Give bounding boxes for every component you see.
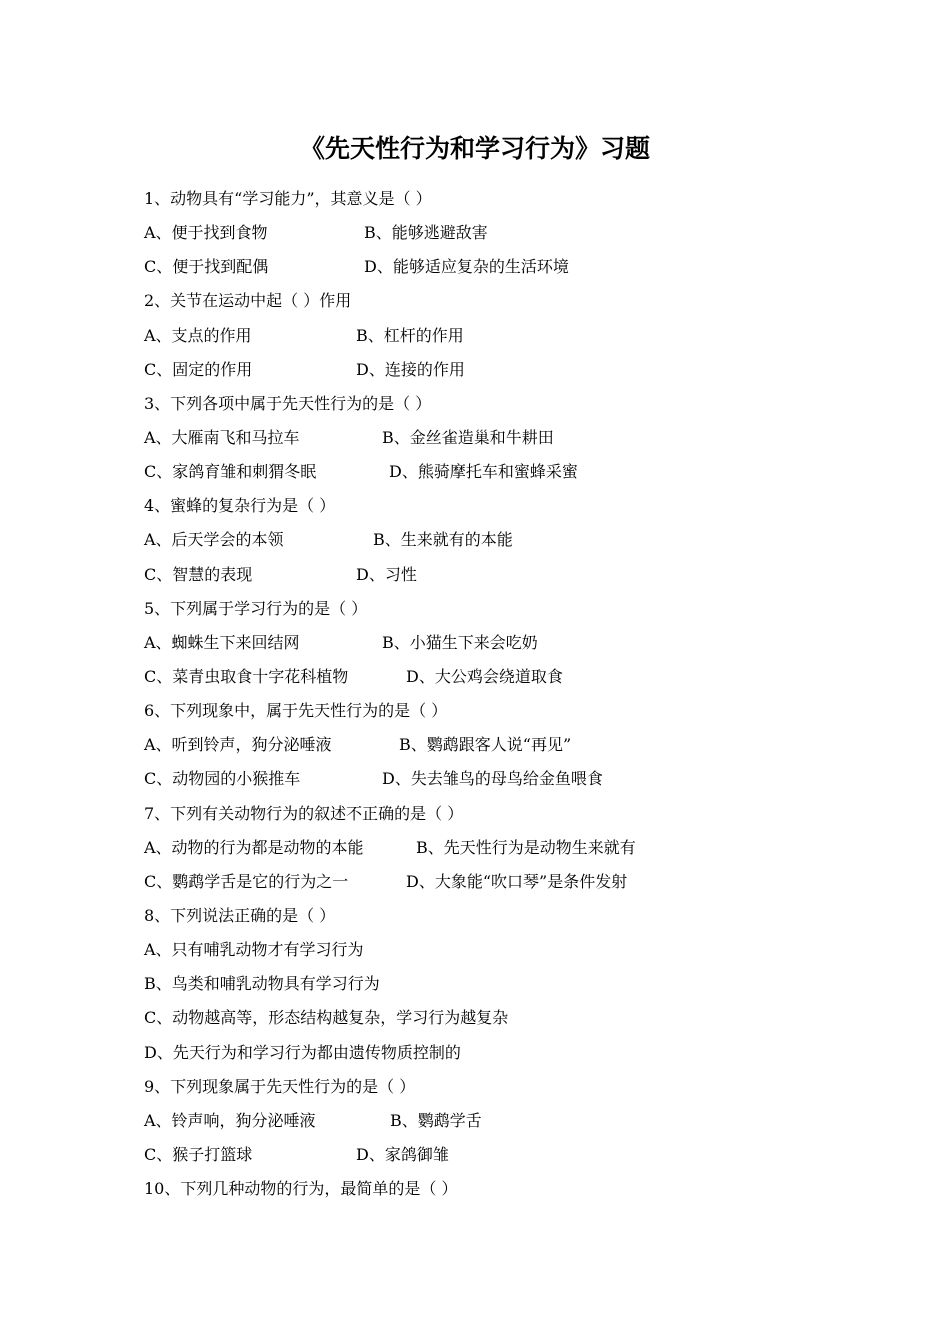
option-row bbox=[144, 629, 864, 663]
option-row bbox=[144, 219, 864, 253]
question-stem bbox=[144, 697, 864, 731]
option-b: B、能够逃避敌害 bbox=[364, 223, 488, 243]
question-stem bbox=[144, 185, 864, 219]
option-b: B、金丝雀造巢和牛耕田 bbox=[382, 427, 554, 447]
question-7-stem: 7、下列有关动物行为的叙述不正确的是（ ） bbox=[144, 803, 464, 823]
option-d: D、先天行为和学习行为都由遗传物质控制的 bbox=[144, 1042, 461, 1062]
question-stem bbox=[144, 595, 864, 629]
option-a: A、后天学会的本领 bbox=[144, 530, 284, 550]
option-d: D、家鸽御雏 bbox=[356, 1144, 449, 1164]
option-d: D、大公鸡会绕道取食 bbox=[406, 666, 563, 686]
question-10-stem: 10、下列几种动物的行为，最简单的是（ ） bbox=[144, 1179, 458, 1199]
option-c: C、猴子打篮球 bbox=[144, 1144, 253, 1164]
option-row bbox=[144, 561, 864, 595]
question-stem bbox=[144, 390, 864, 424]
question-stem bbox=[144, 492, 864, 526]
option-row bbox=[144, 970, 864, 1004]
question-4-stem: 4、蜜蜂的复杂行为是（ ） bbox=[144, 496, 336, 516]
question-6-stem: 6、下列现象中，属于先天性行为的是（ ） bbox=[144, 701, 448, 721]
option-row bbox=[144, 663, 864, 697]
option-row bbox=[144, 424, 864, 458]
page-title: 《先天性行为和学习行为》习题 bbox=[299, 134, 650, 163]
option-row bbox=[144, 868, 864, 902]
question-list bbox=[144, 185, 864, 1209]
option-row bbox=[144, 1004, 864, 1038]
option-row bbox=[144, 1039, 864, 1073]
question-stem bbox=[144, 1073, 864, 1107]
option-b: B、杠杆的作用 bbox=[356, 325, 464, 345]
option-b: B、生来就有的本能 bbox=[373, 530, 513, 550]
option-c: C、便于找到配偶 bbox=[144, 257, 269, 277]
option-row bbox=[144, 1141, 864, 1175]
option-row bbox=[144, 526, 864, 560]
option-c: C、动物越高等，形态结构越复杂，学习行为越复杂 bbox=[144, 1008, 509, 1028]
option-a: A、动物的行为都是动物的本能 bbox=[144, 837, 364, 857]
option-d: D、大象能“吹口琴”是条件发射 bbox=[406, 871, 628, 891]
option-a: A、听到铃声，狗分泌唾液 bbox=[144, 735, 332, 755]
question-2-stem: 2、关节在运动中起（ ）作用 bbox=[144, 291, 352, 311]
option-row bbox=[144, 458, 864, 492]
option-c: C、智慧的表现 bbox=[144, 564, 253, 584]
option-a: A、便于找到食物 bbox=[144, 223, 268, 243]
option-c: C、动物园的小猴推车 bbox=[144, 769, 301, 789]
option-a: A、大雁南飞和马拉车 bbox=[144, 427, 300, 447]
question-stem bbox=[144, 902, 864, 936]
question-stem bbox=[144, 800, 864, 834]
option-c: C、菜青虫取食十字花科植物 bbox=[144, 666, 349, 686]
option-a: A、蜘蛛生下来回结网 bbox=[144, 632, 300, 652]
option-row bbox=[144, 936, 864, 970]
option-row bbox=[144, 322, 864, 356]
option-d: D、熊骑摩托车和蜜蜂采蜜 bbox=[389, 462, 578, 482]
option-b: B、鹦鹉学舌 bbox=[390, 1110, 482, 1130]
option-a: A、只有哺乳动物才有学习行为 bbox=[144, 940, 364, 960]
option-d: D、习性 bbox=[356, 564, 417, 584]
option-d: D、失去雏鸟的母鸟给金鱼喂食 bbox=[382, 769, 603, 789]
question-1-stem: 1、动物具有“学习能力”，其意义是（ ） bbox=[144, 189, 432, 208]
option-b: B、小猫生下来会吃奶 bbox=[382, 632, 538, 652]
question-9-stem: 9、下列现象属于先天性行为的是（ ） bbox=[144, 1076, 416, 1096]
option-b: B、先天性行为是动物生来就有 bbox=[416, 837, 636, 857]
option-row bbox=[144, 834, 864, 868]
option-row bbox=[144, 731, 864, 765]
option-d: D、连接的作用 bbox=[356, 359, 465, 379]
option-row bbox=[144, 253, 864, 287]
option-c: C、鹦鹉学舌是它的行为之一 bbox=[144, 871, 349, 891]
option-row bbox=[144, 1107, 864, 1141]
option-row bbox=[144, 765, 864, 799]
option-c: C、固定的作用 bbox=[144, 359, 253, 379]
question-3-stem: 3、下列各项中属于先天性行为的是（ ） bbox=[144, 393, 432, 413]
option-row bbox=[144, 356, 864, 390]
option-a: A、铃声响，狗分泌唾液 bbox=[144, 1110, 316, 1130]
option-d: D、能够适应复杂的生活环境 bbox=[364, 257, 569, 277]
question-8-stem: 8、下列说法正确的是（ ） bbox=[144, 905, 336, 925]
option-b: B、鹦鹉跟客人说“再见” bbox=[399, 735, 572, 755]
question-stem bbox=[144, 287, 864, 321]
question-stem bbox=[144, 1175, 864, 1209]
option-a: A、支点的作用 bbox=[144, 325, 252, 345]
option-c: C、家鸽育雏和刺猬冬眠 bbox=[144, 462, 317, 482]
option-b: B、鸟类和哺乳动物具有学习行为 bbox=[144, 974, 380, 994]
question-5-stem: 5、下列属于学习行为的是（ ） bbox=[144, 598, 368, 618]
